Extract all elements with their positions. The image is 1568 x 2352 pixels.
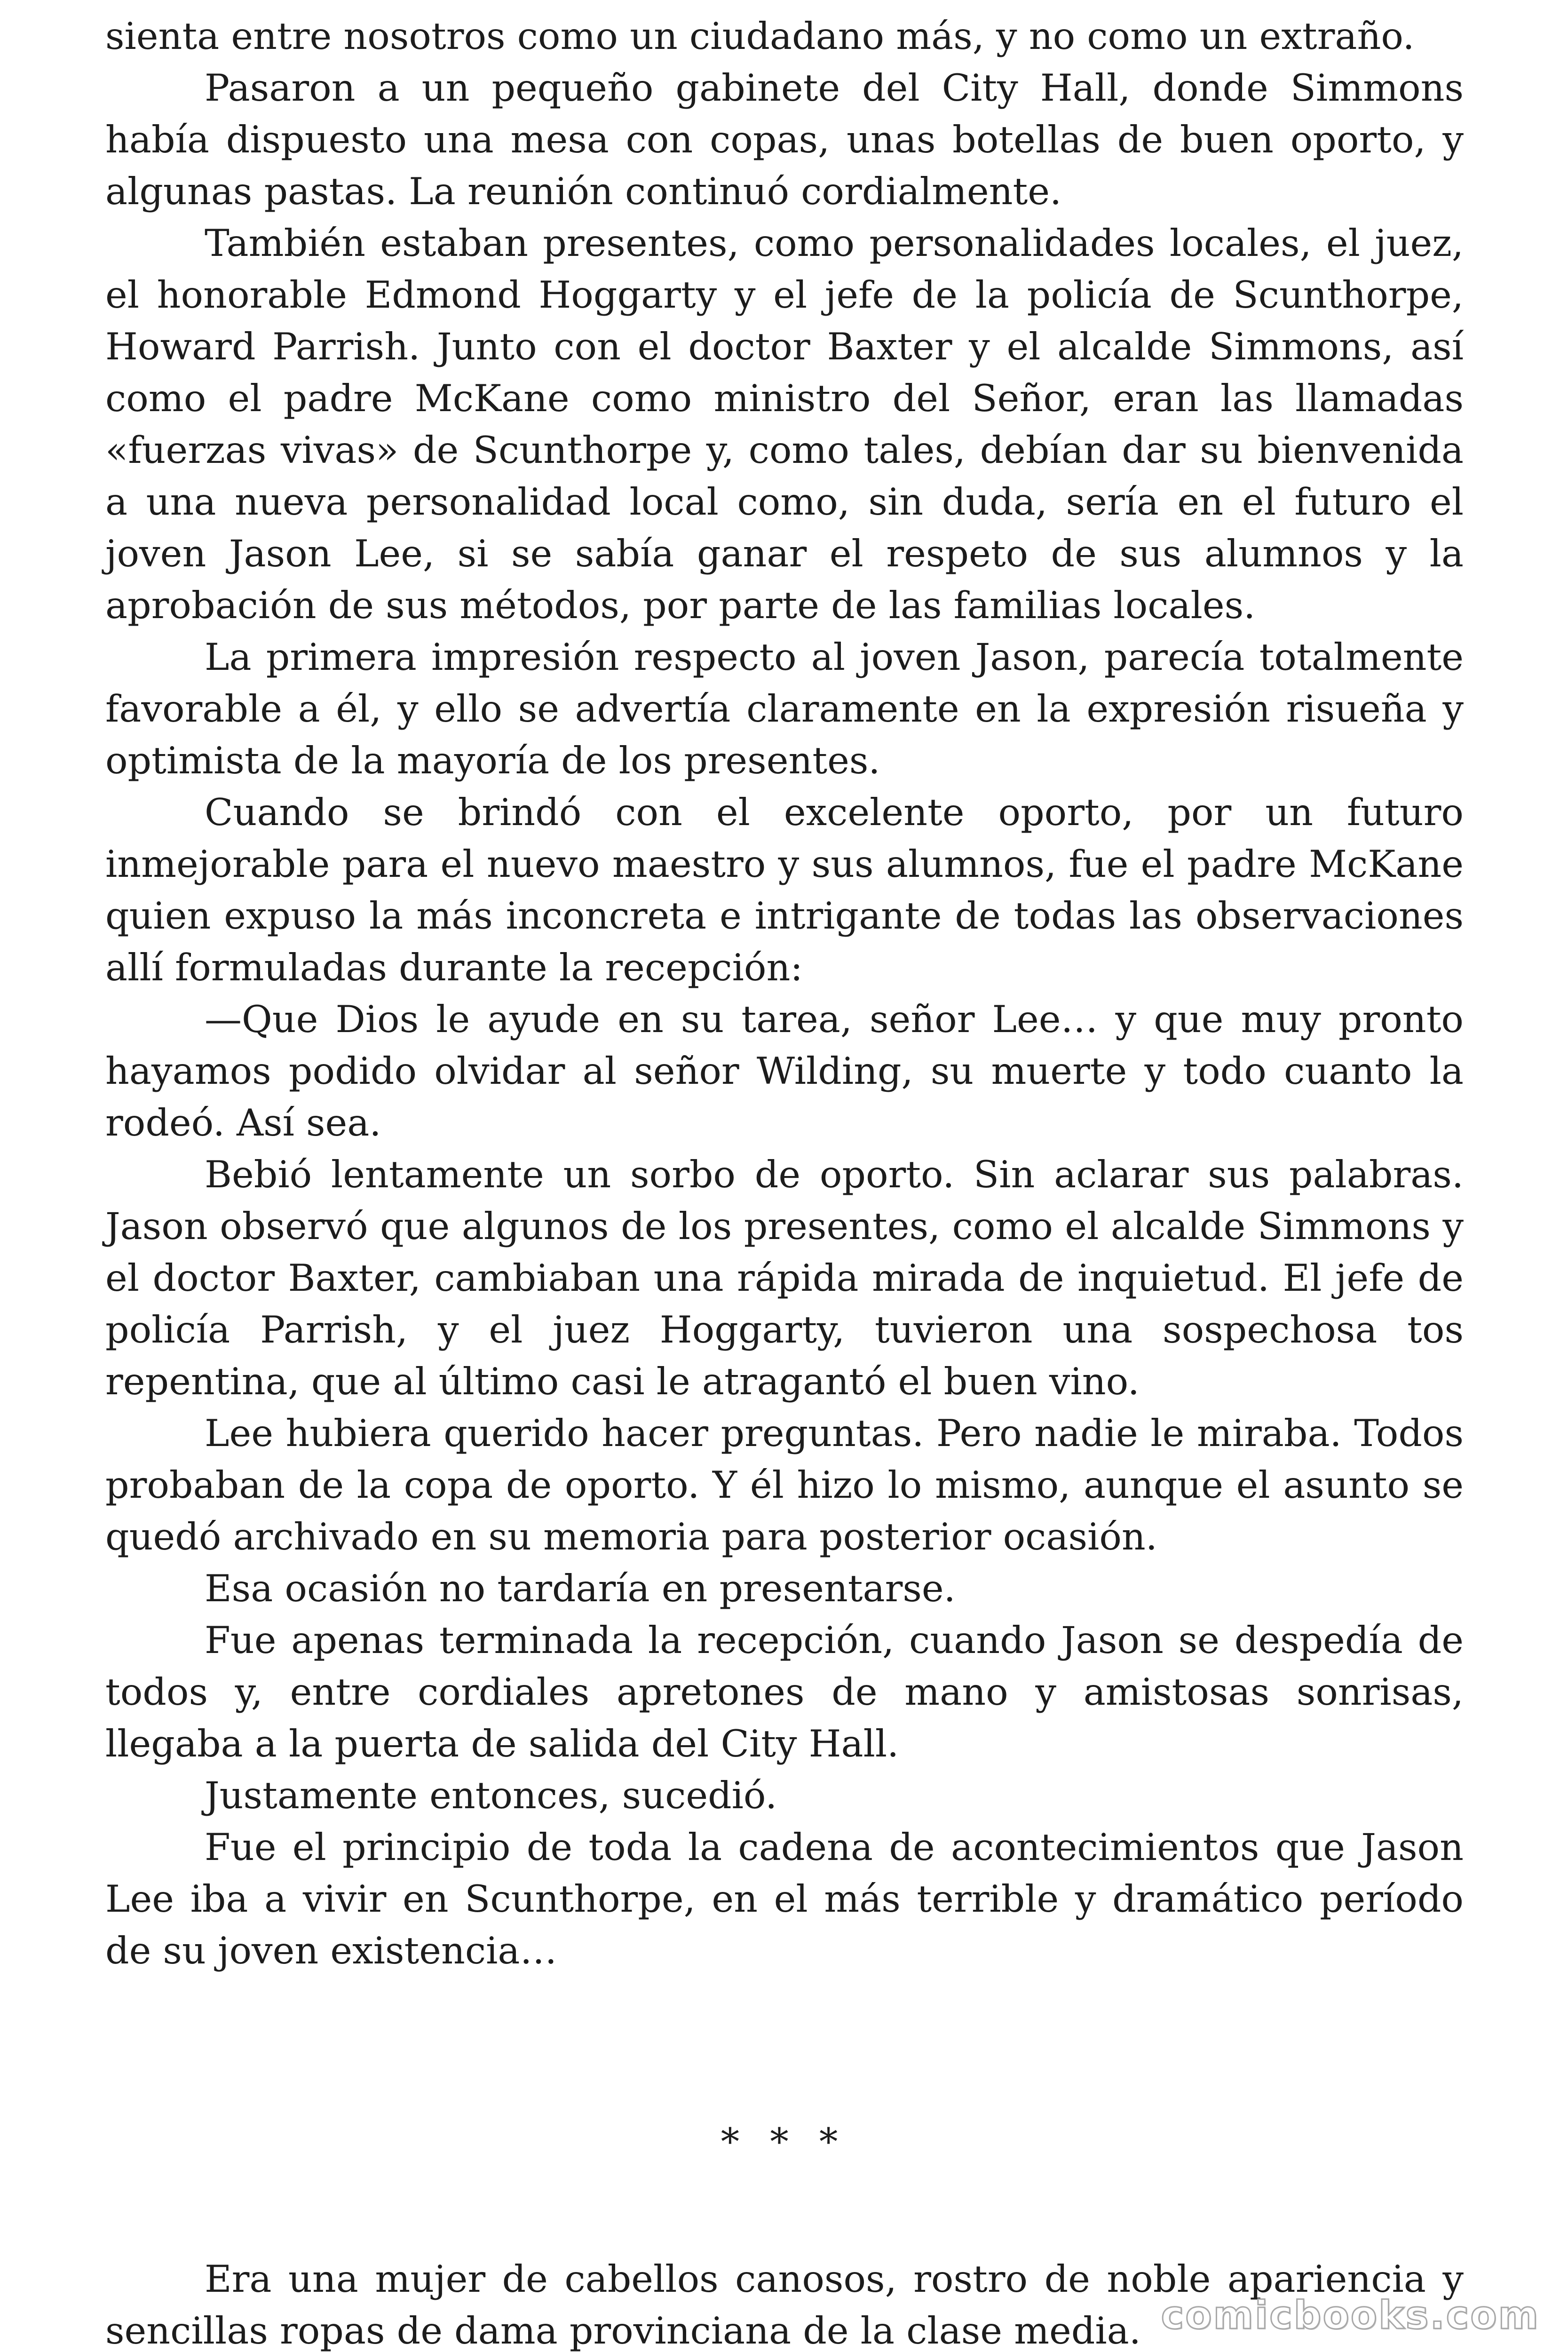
section-separator: * * * bbox=[721, 2120, 847, 2163]
paragraph-6: —Que Dios le ayude en su tarea, señor Lee… y que muy pronto hayamos podido olvidar al señor Wilding, su muerte y todo cuanto la rodeó. Así sea. bbox=[105, 998, 1464, 1144]
paragraph-12: Fue el principio de toda la cadena de acontecimientos que Jason Lee iba a vivir en Scunthorpe, en el más terrible y dramático período de su joven existencia… bbox=[105, 1826, 1464, 1972]
paragraph-1: sienta entre nosotros como un ciudadano más, y no como un extraño. bbox=[105, 15, 1415, 58]
paragraph-13: Era una mujer de cabellos canosos, rostro de noble apariencia y sencillas ropas de dama provinciana de la clase media. bbox=[105, 2257, 1464, 2352]
paragraph-3: También estaban presentes, como personalidades locales, el juez, el honorable Edmond Hoggarty y el jefe de la policía de Scunthorpe, Howard Parrish. Junto con el doctor Baxter y el alcalde Simmons, así como el padre McKane como ministro del Señor, eran las llamadas «fuerzas vivas» de Scunthorpe y, como tales, debían dar su bienvenida a una nueva personalidad local como, sin duda, sería en el futuro el joven Jason Lee, si se sabía ganar el respeto de sus alumnos y la aprobación de sus métodos, por parte de las familias locales. bbox=[105, 222, 1464, 627]
paragraph-8: Lee hubiera querido hacer preguntas. Pero nadie le miraba. Todos probaban de la copa de oporto. Y él hizo lo mismo, aunque el asunto se quedó archivado en su memoria para posterior ocasión. bbox=[105, 1412, 1464, 1558]
body-text-top bbox=[105, 10, 1464, 1977]
paragraph-7: Bebió lentamente un sorbo de oporto. Sin aclarar sus palabras. Jason observó que algunos de los presentes, como el alcalde Simmons y el doctor Baxter, cambiaban una rápida mirada de inquietud. El jefe de policía Parrish, y el juez Hoggarty, tuvieron una sospechosa tos repentina, que al último casi le atragantó el buen vino. bbox=[105, 1153, 1464, 1403]
paragraph-10: Fue apenas terminada la recepción, cuando Jason se despedía de todos y, entre cordiales apretones de mano y amistosas sonrisas, llegaba a la puerta de salida del City Hall. bbox=[105, 1619, 1464, 1765]
paragraph-4: La primera impresión respecto al joven Jason, parecía totalmente favorable a él, y ello se advertía claramente en la expresión risueña y optimista de la mayoría de los presentes. bbox=[105, 636, 1464, 782]
paragraph-2: Pasaron a un pequeño gabinete del City Hall, donde Simmons había dispuesto una mesa con copas, unas botellas de buen oporto, y algunas pastas. La reunión continuó cordialmente. bbox=[105, 66, 1464, 213]
paragraph-11: Justamente entonces, sucedió. bbox=[205, 1774, 777, 1817]
watermark-logo: comicbooks.com bbox=[1161, 2293, 1540, 2338]
paragraph-5: Cuando se brindó con el excelente oporto, por un futuro inmejorable para el nuevo maestro y sus alumnos, fue el padre McKane quien expuso la más inconcreta e intrigante de todas las observaciones allí formuladas durante la recepción: bbox=[105, 791, 1464, 989]
paragraph-9: Esa ocasión no tardaría en presentarse. bbox=[205, 1567, 956, 1610]
